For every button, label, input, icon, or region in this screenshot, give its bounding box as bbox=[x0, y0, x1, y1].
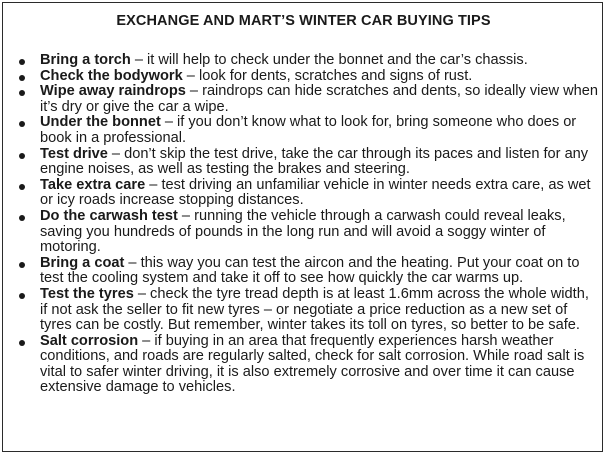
tip-heading: Wipe away raindrops bbox=[40, 83, 186, 100]
bullet-icon bbox=[19, 59, 25, 65]
list-item bbox=[8, 256, 598, 287]
bullet-icon bbox=[19, 215, 25, 221]
tip-heading: Take extra care bbox=[40, 176, 146, 193]
tip-text: – if you don’t know what to look for, bring someone who does or book in a professional. bbox=[40, 114, 577, 146]
bullet-icon bbox=[19, 75, 25, 81]
bullet-icon bbox=[19, 293, 25, 299]
bullet-icon bbox=[19, 90, 25, 96]
tip-text: – this way you can test the aircon and the heating. Put your coat on to test the cooling system and take it off to see how quickly the car warms up. bbox=[40, 254, 580, 287]
list-item bbox=[8, 209, 598, 256]
tip-text: – check the tyre tread depth is at least 1.6mm across the whole width, if not ask the seller to fit new tyres – or negotiate a price reduction as a new set of tyres can be costly. But remember, winter takes its toll on tyres, so better to be safe. bbox=[40, 285, 589, 334]
tip-heading: Test the tyres bbox=[40, 285, 134, 302]
bullet-icon bbox=[19, 153, 25, 159]
list-item bbox=[8, 287, 598, 334]
tip-text: – test driving an unfamiliar vehicle in winter needs extra care, as wet or icy roads increase stopping distances. bbox=[40, 176, 591, 209]
list-item bbox=[8, 178, 598, 209]
tip-heading: Test drive bbox=[40, 145, 108, 162]
tip-text: – look for dents, scratches and signs of rust. bbox=[182, 67, 473, 84]
list-item bbox=[8, 115, 598, 146]
tip-heading: Bring a coat bbox=[40, 254, 125, 271]
tip-heading: Under the bonnet bbox=[40, 114, 161, 131]
page-title: EXCHANGE AND MART’S WINTER CAR BUYING TIPS bbox=[116, 13, 491, 29]
tip-text: – running the vehicle through a carwash could reveal leaks, saving you hundreds of pounds in the long run and will avoid a soggy winter of motoring. bbox=[40, 207, 566, 256]
tip-text: – if buying in an area that frequently experiences harsh weather conditions, and roads are regularly salted, check for salt corrosion. While road salt is vital to safer winter driving, it is also extremely corrosive and over time it can cause extensive damage to vehicles. bbox=[40, 332, 585, 396]
bullet-icon bbox=[19, 262, 25, 268]
tip-heading: Check the bodywork bbox=[40, 67, 183, 84]
list-item bbox=[8, 147, 598, 178]
list-item bbox=[8, 69, 598, 85]
list-item bbox=[8, 334, 598, 396]
tip-text: – don’t skip the test drive, take the car through its paces and listen for any engine noises, as well as testing the brakes and steering. bbox=[40, 145, 589, 178]
tip-text: – it will help to check under the bonnet and the car’s chassis. bbox=[130, 52, 528, 68]
bullet-icon bbox=[19, 184, 25, 190]
bullet-icon bbox=[19, 340, 25, 346]
list-item bbox=[8, 53, 598, 69]
tip-heading: Do the carwash test bbox=[40, 207, 178, 224]
bullet-icon bbox=[19, 121, 25, 127]
tips-list bbox=[8, 53, 598, 396]
list-item bbox=[8, 84, 598, 115]
tip-heading: Salt corrosion bbox=[40, 332, 139, 349]
tip-text: – raindrops can hide scratches and dents, so ideally view when it’s dry or give the car a wipe. bbox=[40, 83, 598, 115]
tip-heading: Bring a torch bbox=[40, 52, 131, 68]
